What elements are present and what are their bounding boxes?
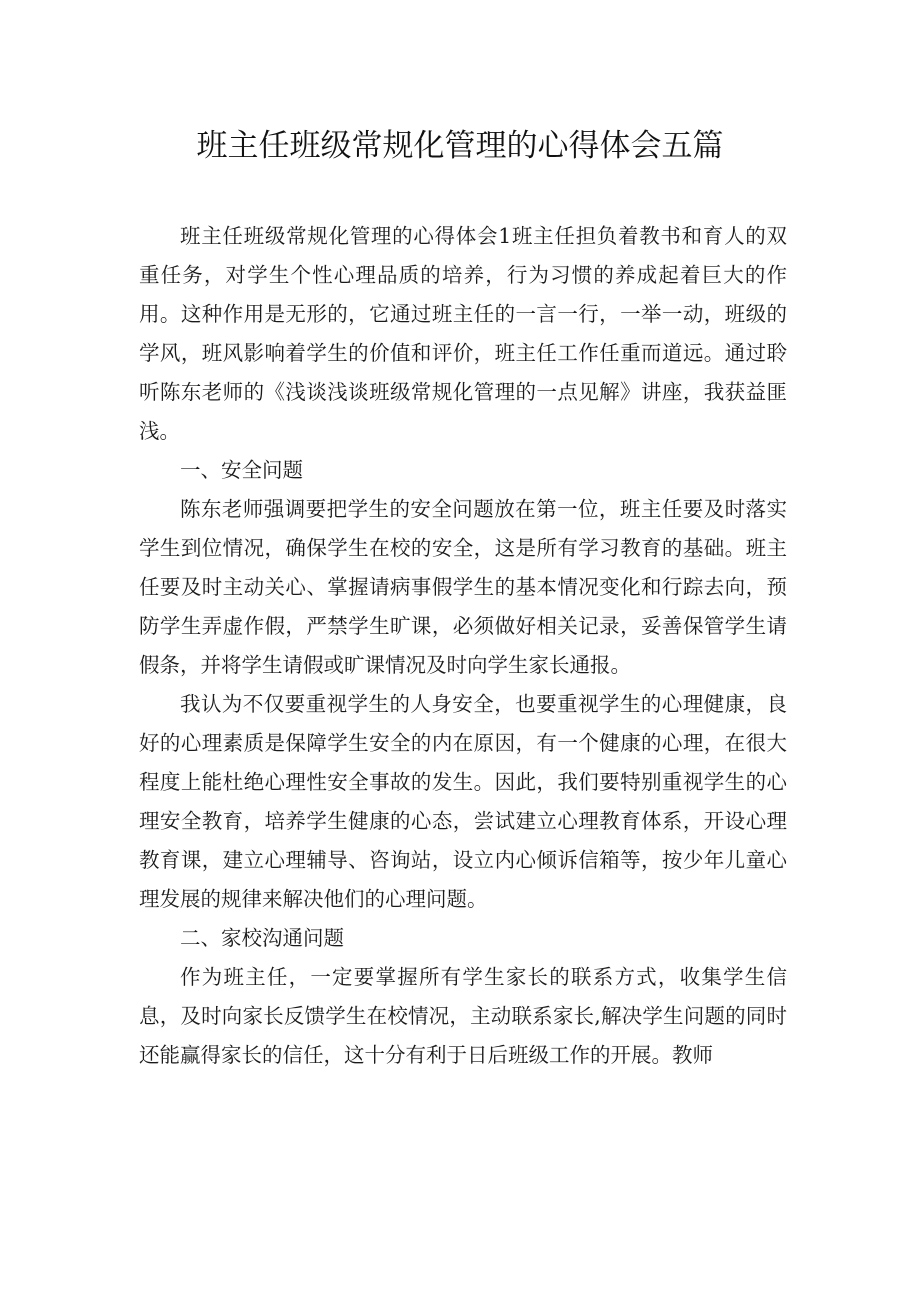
paragraph-safety-2: 我认为不仅要重视学生的人身安全，也要重视学生的心理健康，良好的心理素质是保障学生安全的内在原因，有一个健康的心理，在很大程度上能杜绝心理性安全事故的发生。因此，我们要特别重视学生的心理安全教育，培养学生健康的心态，尝试建立心理教育体系，开设心理教育课，建立心理辅导、咨询站，设立内心倾诉信箱等，按少年儿童心理发展的规律来解决他们的心理问题。 [139,692,787,911]
document-title: 班主任班级常规化管理的心得体会五篇 [196,128,724,164]
section-heading-safety: 一、安全问题 [180,458,303,482]
document-body [139,217,787,1075]
section-heading-home-school: 二、家校沟通问题 [180,926,344,950]
paragraph-safety-1: 陈东老师强调要把学生的安全问题放在第一位，班主任要及时落实学生到位情况，确保学生在校的安全，这是所有学习教育的基础。班主任要及时主动关心、掌握请病事假学生的基本情况变化和行踪去向，预防学生弄虚作假，严禁学生旷课，必须做好相关记录，妥善保管学生请假条，并将学生请假或旷课情况及时向学生家长通报。 [139,497,787,677]
paragraph-home-school-1: 作为班主任，一定要掌握所有学生家长的联系方式，收集学生信息，及时向家长反馈学生在校情况，主动联系家长,解决学生问题的同时还能赢得家长的信任，这十分有利于日后班级工作的开展。教师 [139,965,787,1067]
paragraph-intro: 班主任班级常规化管理的心得体会1班主任担负着教书和育人的双重任务，对学生个性心理品质的培养，行为习惯的养成起着巨大的作用。这种作用是无形的，它通过班主任的一言一行，一举一动，班级的学风，班风影响着学生的价值和评价，班主任工作任重而道远。通过聆听陈东老师的《浅谈浅谈班级常规化管理的一点见解》讲座，我获益匪浅。 [139,224,787,443]
